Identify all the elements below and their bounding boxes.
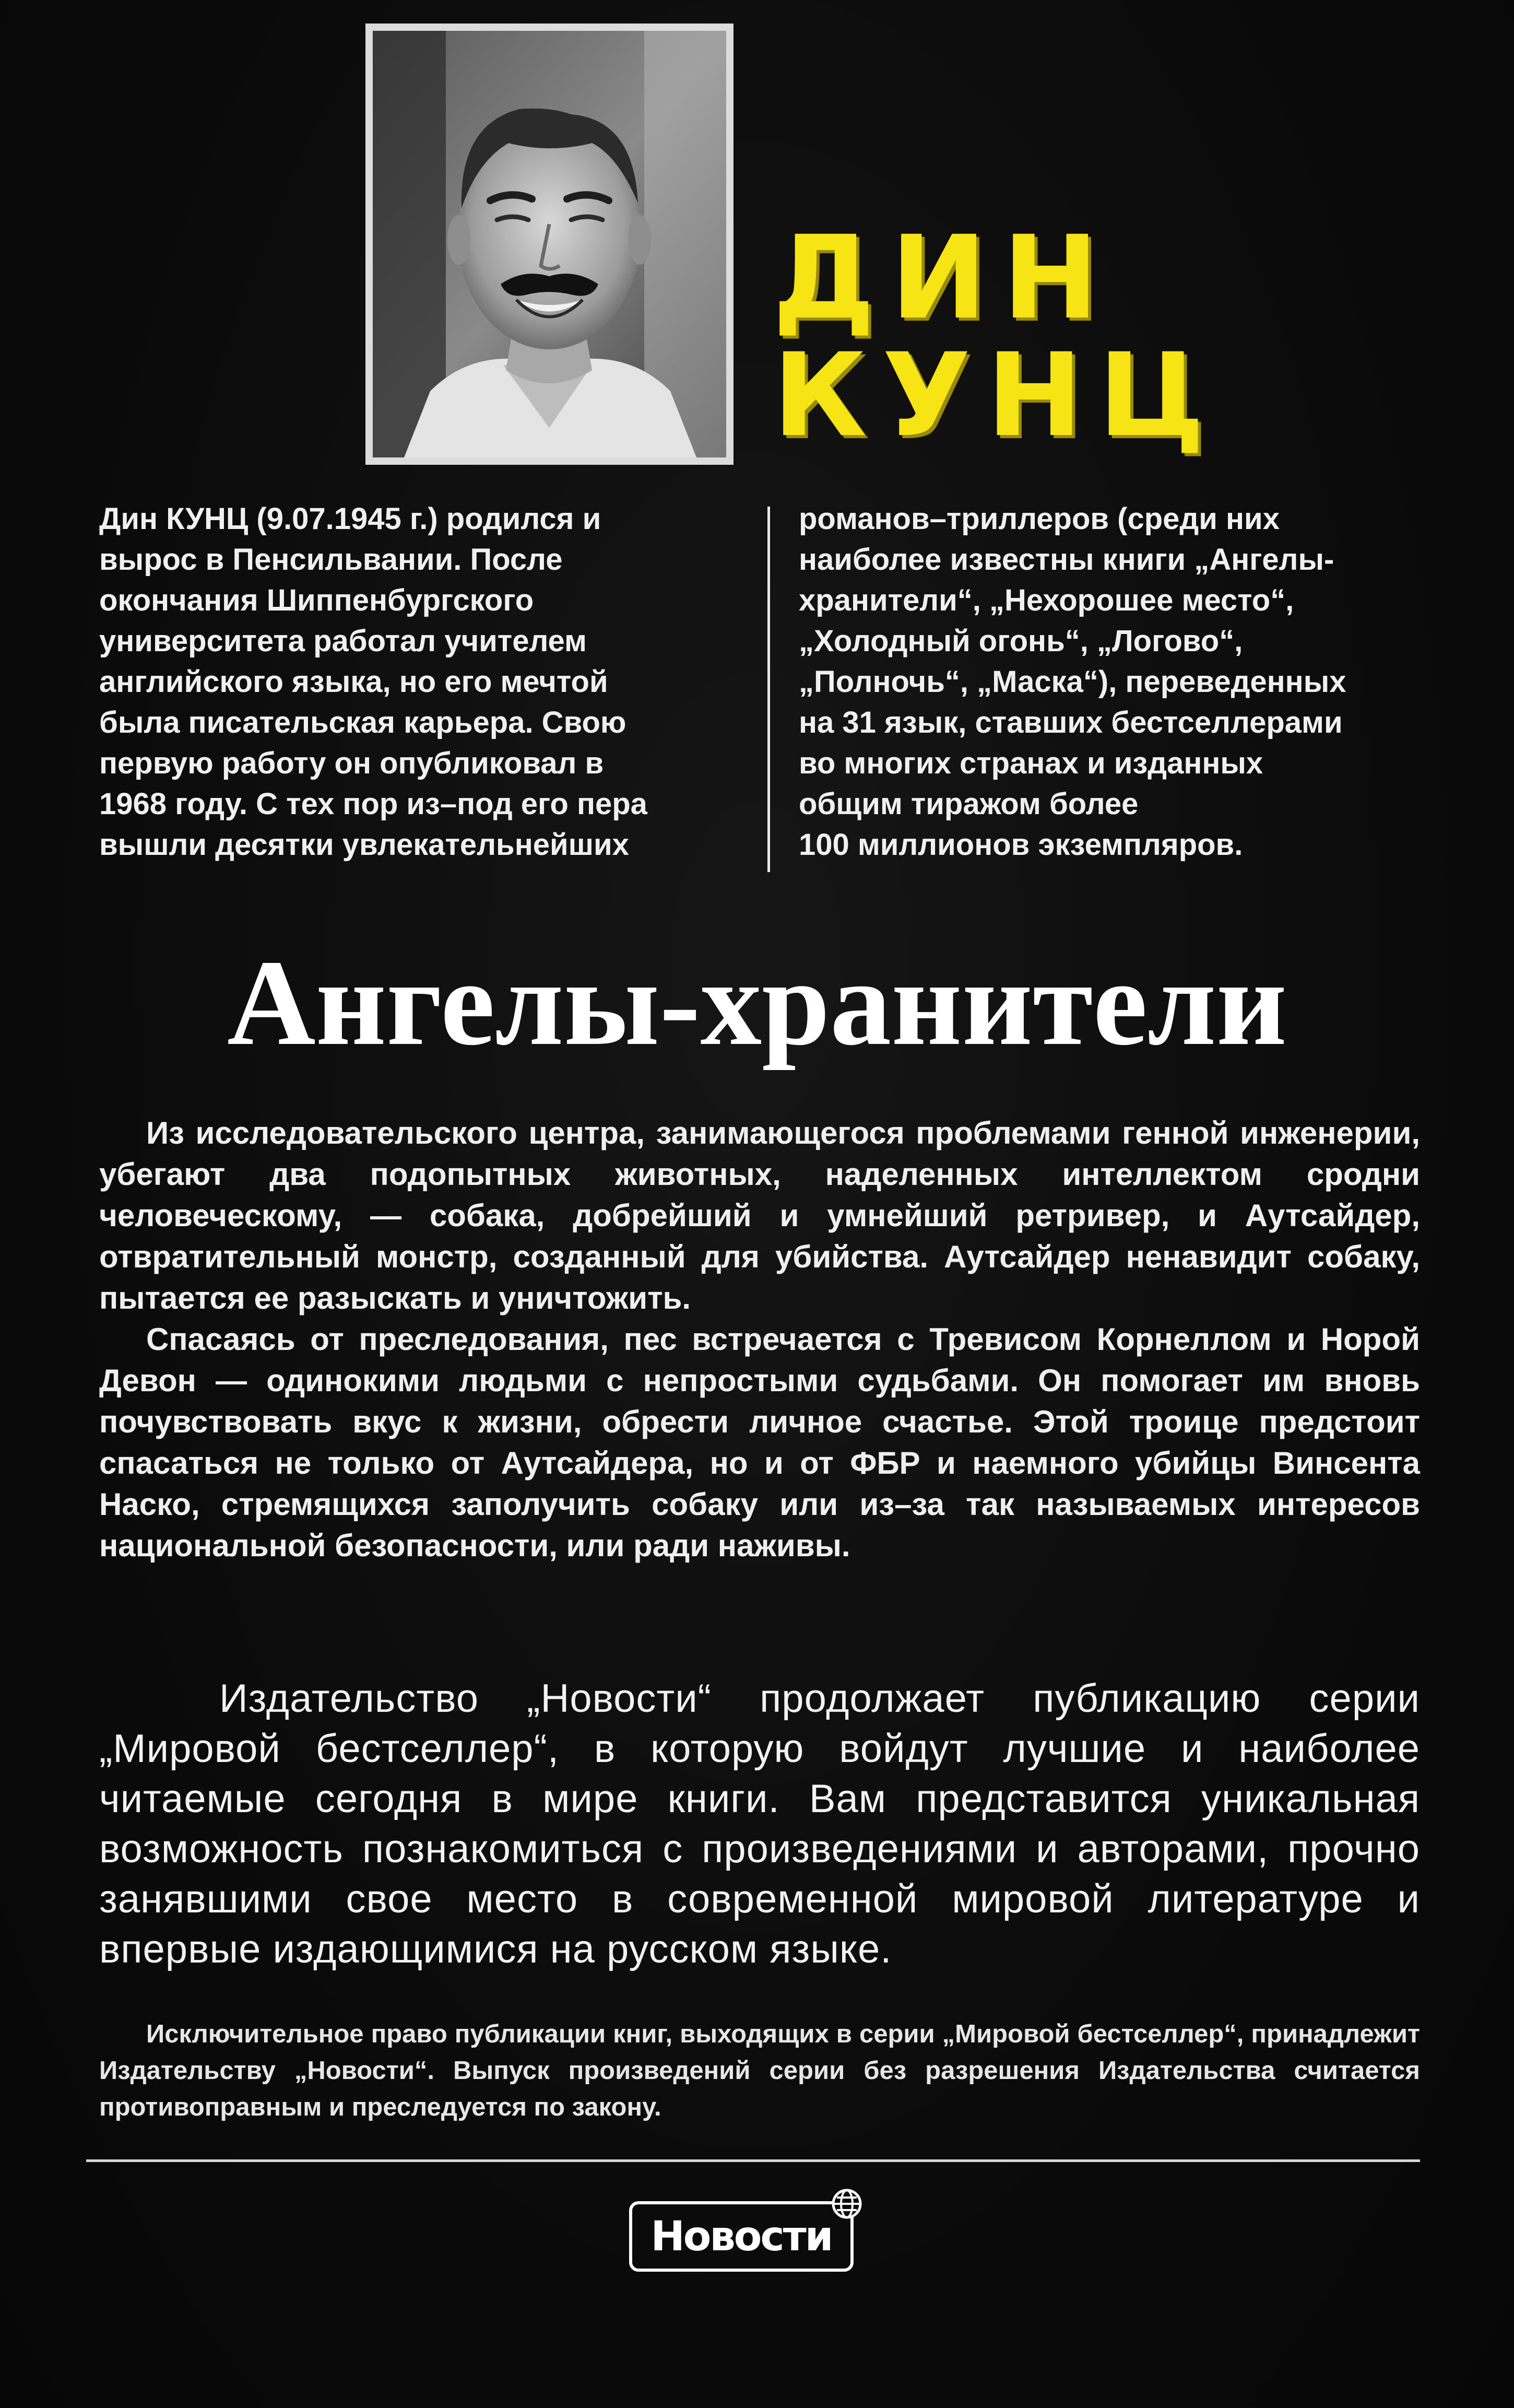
synopsis-paragraph-1: Из исследовательского центра, занимающегося проблемами генной инженерии, убегают два подопытных животных, наделенных интеллектом сродни человеческому, — собака, добрейший и умнейший ретривер, и Аутсайдер, отвратительный монстр, созданный для убийства. Аутсайдер ненавидит собаку, пытается ее разыскать и уничтожить. bbox=[99, 1115, 1420, 1315]
author-portrait-photo bbox=[373, 31, 726, 457]
synopsis-paragraph-2: Спасаясь от преследования, пес встречается с Тревисом Корнеллом и Норой Девон — одинокими людьми с непростыми судьбами. Он помогает им вновь почувствовать вкус к жизни, обрести личное счастье. Этой троице предстоит спасаться не только от Аутсайдера, но и от ФБР и наемного убийцы Винсента Наско, стремящихся заполучить собаку или из–за так называемых интересов национальной безопасности, или ради наживы. bbox=[99, 1322, 1420, 1563]
globe-icon bbox=[832, 2189, 862, 2219]
author-portrait bbox=[365, 24, 734, 465]
column-divider bbox=[767, 507, 770, 872]
author-name bbox=[773, 211, 1221, 462]
author-last-name: КУНЦ bbox=[773, 328, 1221, 462]
divider-line bbox=[86, 2159, 1420, 2162]
publisher-logo bbox=[629, 2201, 854, 2272]
series-notice: Издательство „Новости“ продолжает публикацию серии „Мировой бестселлер“, в которую войдут лучшие и наиболее читаемые сегодня в мире книги. Вам представится уникальная возможность познакомиться с произведениями и авторами, прочно занявшими свое место в современной мировой литературе и впервые издающимися на русском языке. bbox=[99, 1676, 1420, 1971]
synopsis bbox=[99, 1112, 1420, 1566]
author-first-name: ДИН bbox=[773, 211, 1115, 345]
book-title: Ангелы-хранители bbox=[227, 935, 1287, 1071]
publisher-logo-text: Новости bbox=[650, 2213, 832, 2260]
author-bio-left-column: Дин КУНЦ (9.07.1945 г.) родился и вырос в Пенсильвании. После окончания Шиппенбургского университета работал учителем английского языка, но его мечтой была писательская карьера. Свою первую работу он опубликовал в 1968 году. С тех пор из–под его пера вышли десятки увлекательнейших bbox=[99, 502, 647, 862]
author-bio-right-column: романов–триллеров (среди них наиболее известны книги „Ангелы- хранители“, „Нехорошее место“, „Холодный огонь“, „Логово“, „Полночь“, „Маска“), переведенных на 31 язык, ставших бестселлерами во многих странах и изданных общим тиражом более 100 миллионов экземпляров. bbox=[799, 502, 1346, 862]
rights-notice: Исключительное право публикации книг, выходящих в серии „Мировой бестселлер“, принадлежит Издательству „Новости“. Выпуск произведений серии без разрешения Издательства считается противоправным и преследуется по закону. bbox=[99, 2020, 1420, 2121]
